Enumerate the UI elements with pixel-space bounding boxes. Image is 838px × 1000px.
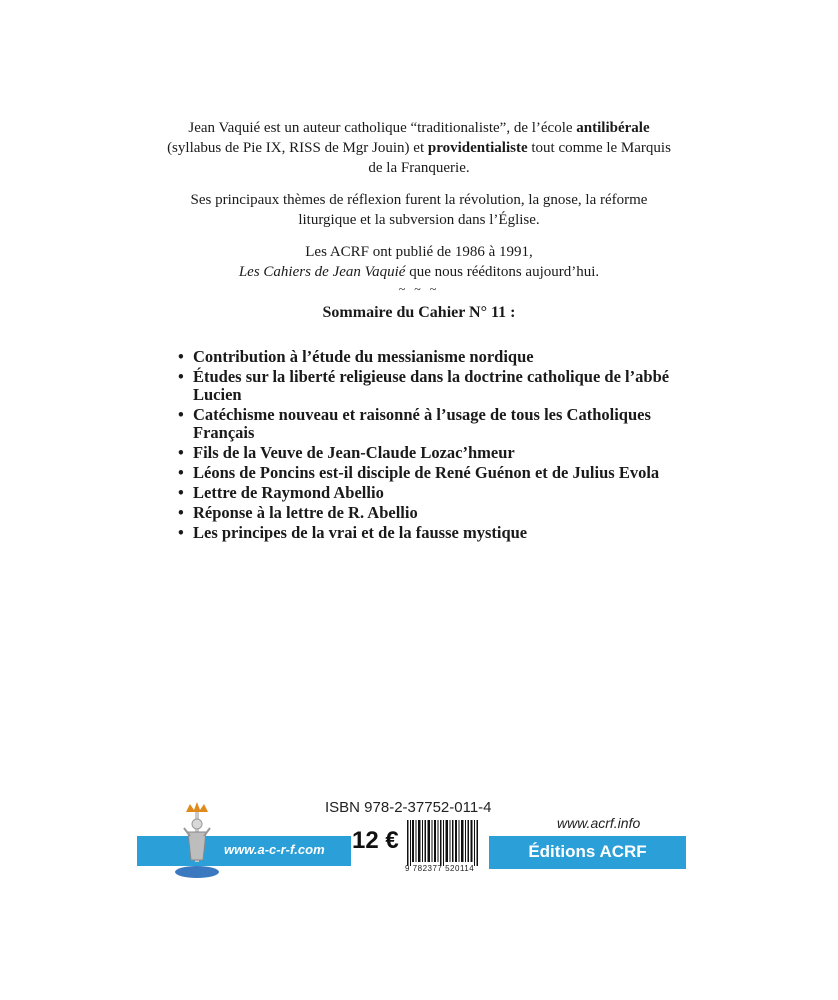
intro-p3-italic-title: Les Cahiers de Jean Vaquié [238, 264, 406, 280]
intro-p1-text-a: Jean Vaquié est un auteur catholique “traditionaliste”, de l’école [188, 120, 577, 136]
intro-p1-text-c: (syllabus de Pie IX, RISS de Mgr Jouin) et [167, 140, 428, 156]
website-url-right: www.acrf.info [557, 815, 641, 831]
toc-item: • Fils de la Veuve de Jean-Claude Lozac’hmeur [178, 444, 678, 462]
toc-item: • Réponse à la lettre de R. Abellio [178, 504, 678, 522]
price: 12 € [352, 827, 399, 854]
toc-item: • Léons de Poncins est-il disciple de René Guénon et de Julius Evola [178, 464, 678, 482]
isbn: ISBN 978-2-37752-011-4 [325, 799, 492, 816]
table-of-contents [178, 348, 678, 544]
intro-p1-text-d: tout comme le Marquis de la Franquerie. [368, 140, 671, 176]
intro-paragraph-1 [160, 118, 678, 178]
separator: ~ ~ ~ [398, 282, 440, 296]
summary-title: Sommaire du Cahier N° 11 : [322, 304, 516, 321]
barcode-number: 9 782377 520114 [405, 864, 475, 873]
intro-p3-rest: que nous rééditons aujourd’hui. [405, 264, 600, 280]
toc-item: • Études sur la liberté religieuse dans la doctrine catholique de l’abbé Lucien [178, 368, 678, 404]
toc-item: • Les principes de la vrai et de la fausse mystique [178, 524, 678, 542]
toc-item: • Lettre de Raymond Abellio [178, 484, 678, 502]
website-url-left: www.a-c-r-f.com [224, 842, 325, 857]
intro-text [160, 118, 678, 294]
intro-p3-line1: Les ACRF ont publié de 1986 à 1991, [305, 244, 533, 260]
publisher-name: Éditions ACRF [528, 842, 647, 861]
joan-of-arc-logo-icon [172, 798, 222, 878]
toc-item: • Contribution à l’étude du messianisme nordique [178, 348, 678, 366]
intro-paragraph-2: Ses principaux thèmes de réflexion furent la révolution, la gnose, la réforme liturgique et la subversion dans l’Église. [190, 192, 648, 228]
toc-item: • Catéchisme nouveau et raisonné à l’usage de tous les Catholiques Français [178, 406, 678, 442]
intro-p1-bold-1: antilibérale [576, 120, 650, 136]
barcode-icon [406, 820, 480, 868]
intro-p1-bold-2: providentialiste [427, 140, 528, 156]
intro-paragraph-3 [160, 242, 678, 282]
